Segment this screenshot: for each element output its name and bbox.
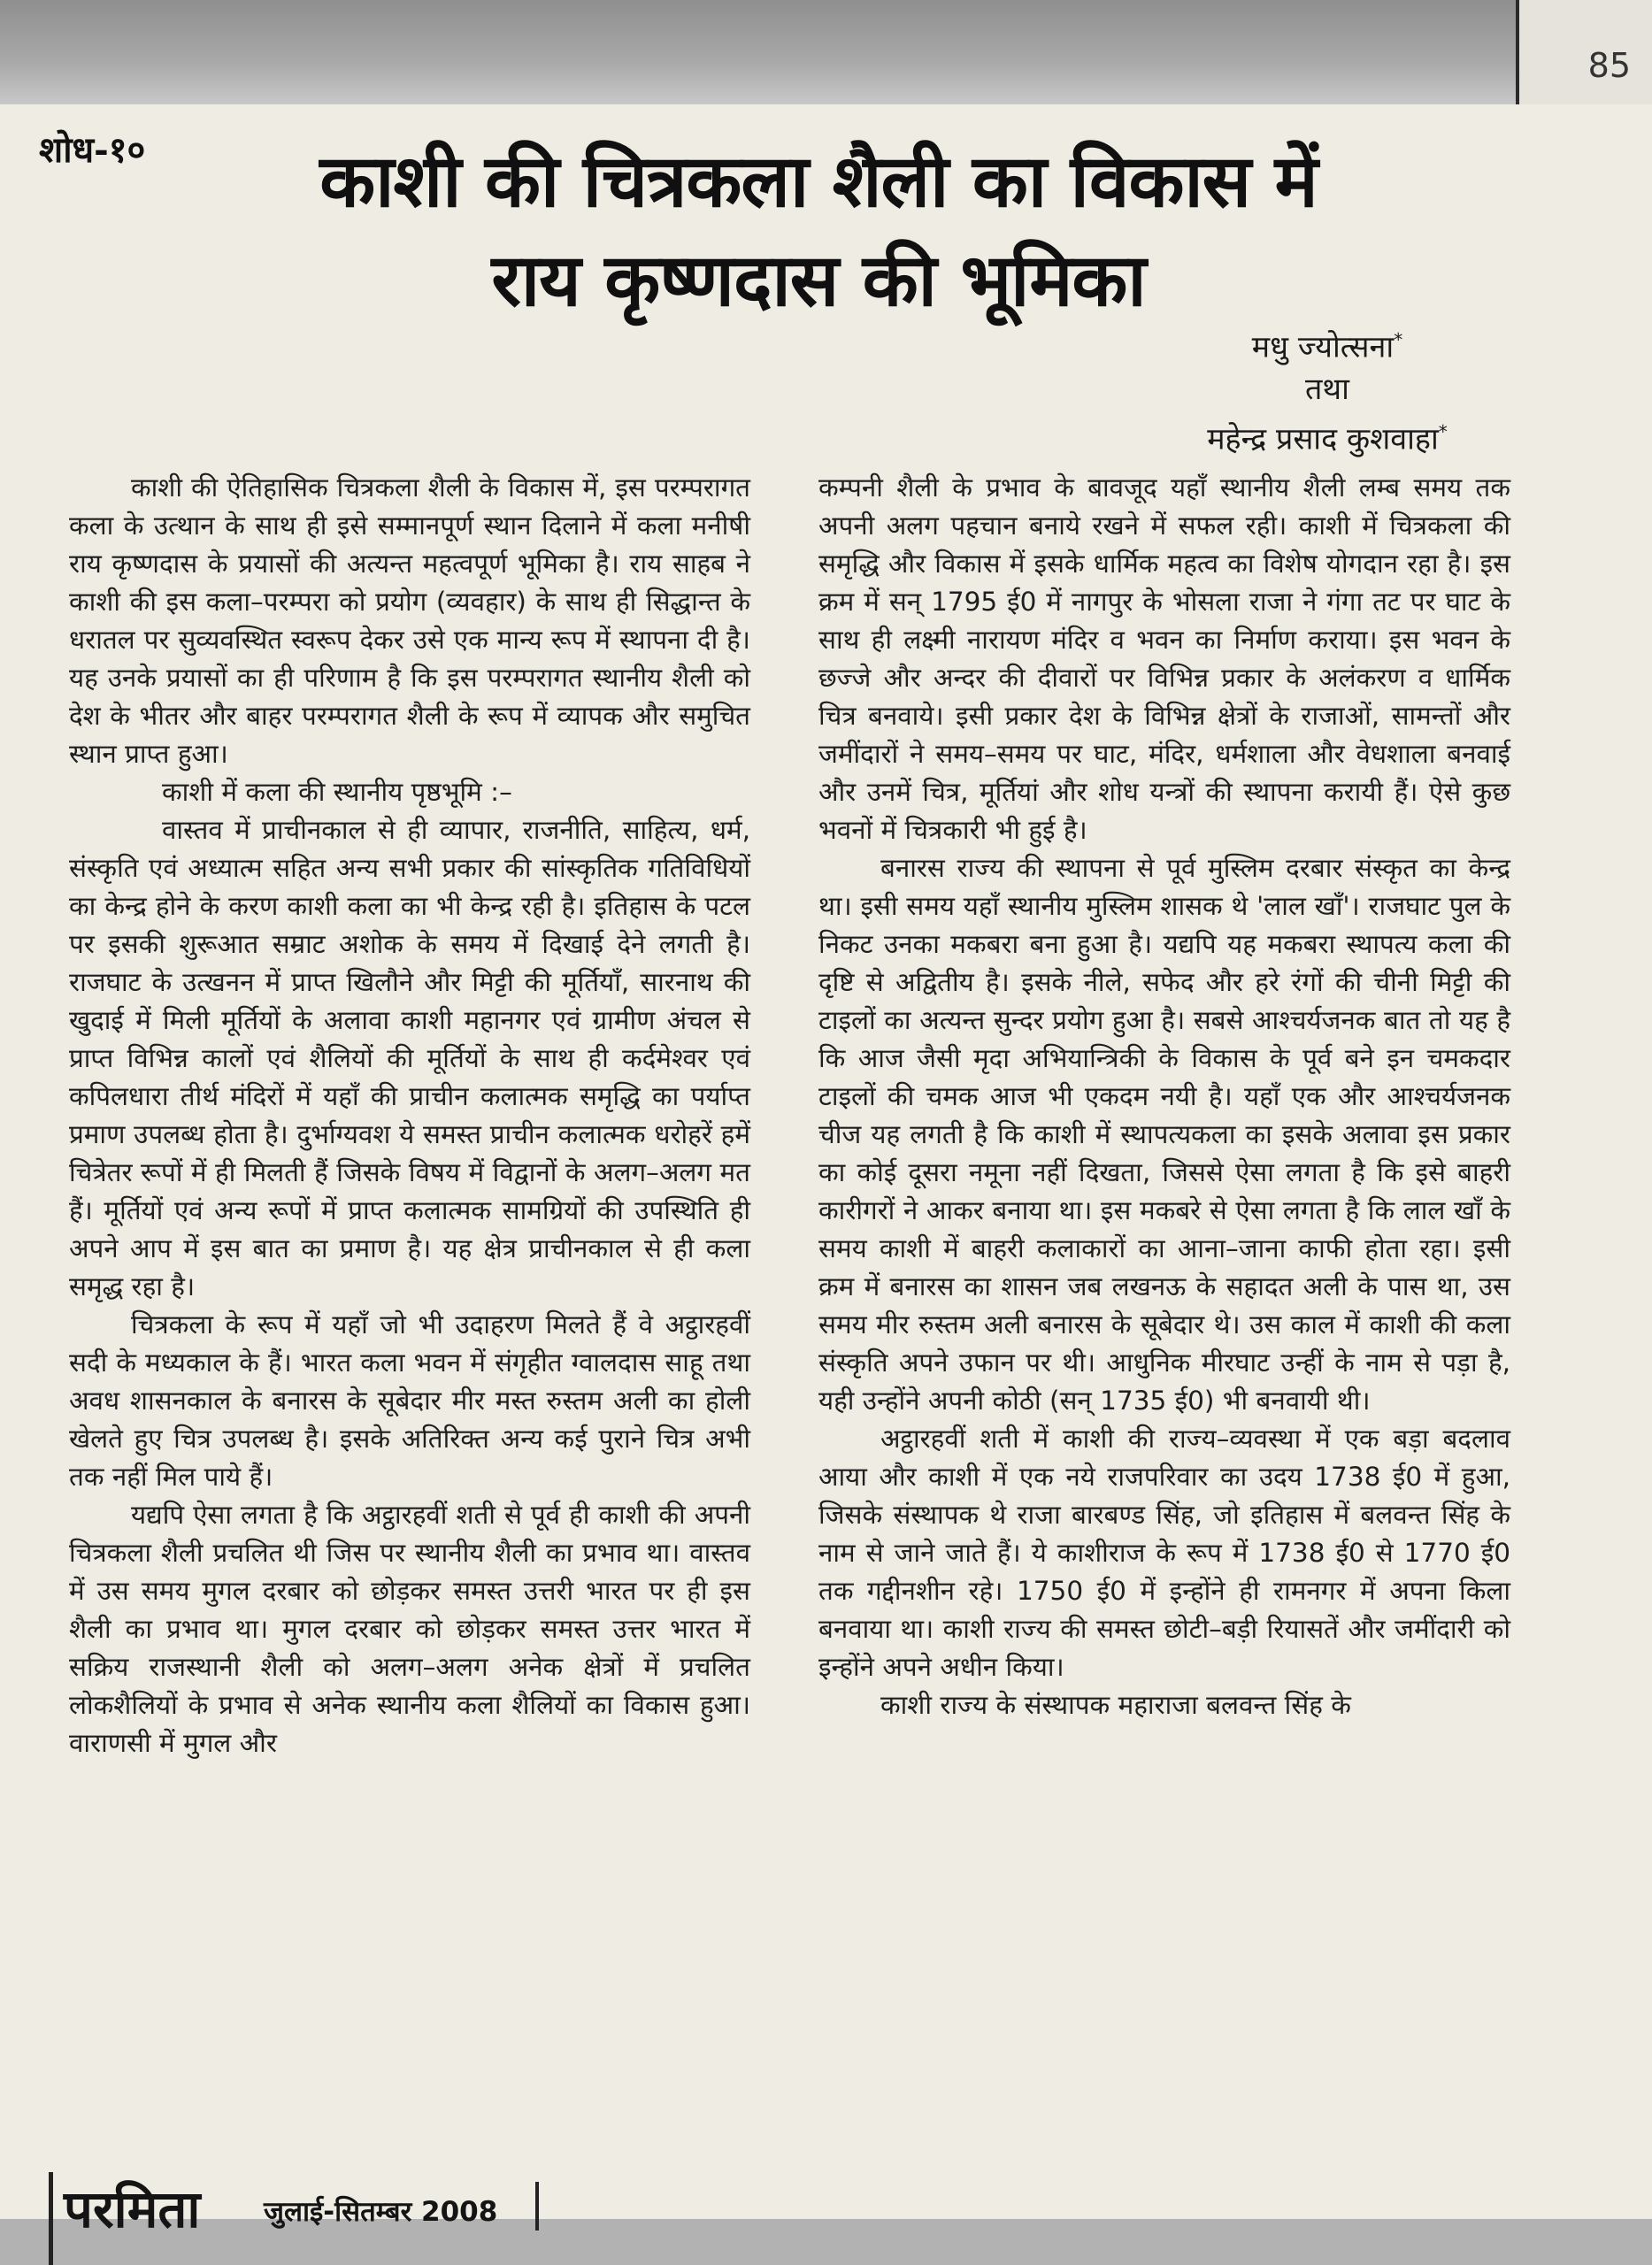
right-column [818,469,1510,1724]
author-1-name: मधु ज्योत्सना [1251,329,1395,365]
author-2-mark: * [1438,421,1448,443]
paragraph: कम्पनी शैली के प्रभाव के बावजूद यहाँ स्थानीय शैली लम्ब समय तक अपनी अलग पहचान बनाये रखने में सफल रही। काशी में चित्रकला की समृद्धि और विकास में इसके धार्मिक महत्व का विशेष योगदान रहा है। इस क्रम में सन् 1795 ई0 में नागपुर के भोसला राजा ने गंगा तट पर घाट के साथ ही लक्ष्मी नारायण मंदिर व भवन का निर्माण कराया। इस भवन के छज्जे और अन्दर की दीवारों पर विभिन्न प्रकार के अलंकरण व धार्मिक चित्र बनवाये। इसी प्रकार देश के विभिन्न क्षेत्रों के राजाओं, सामन्तों और जमींदारों ने समय–समय पर घाट, मंदिर, धर्मशाला और वेधशाला बनवाई और उनमें चित्र, मूर्तियां और शोध यन्त्रों की स्थापना करायी हैं। ऐसे कुछ भवनों में चित्रकारी भी हुई है। [818,472,1510,845]
paragraph: काशी की ऐतिहासिक चित्रकला शैली के विकास में, इस परम्परागत कला के उत्थान के साथ ही इसे सम्मानपूर्ण स्थान दिलाने में कला मनीषी राय कृष्णदास के प्रयासों की अत्यन्त महत्वपूर्ण भूमिका है। राय साहब ने काशी की इस कला–परम्परा को प्रयोग (व्यवहार) के साथ ही सिद्धान्त के धरातल पर सुव्यवस्थित स्वरूप देकर उसे एक मान्य रूप में स्थापना दी है। यह उनके प्रयासों का ही परिणाम है कि इस परम्परागत स्थानीय शैली को देश के भीतर और बाहर परम्परागत शैली के रूप में व्यापक और समुचित स्थान प्राप्त हुआ। [69,472,750,769]
paragraph: काशी राज्य के संस्थापक महाराजा बलवन्त सिंह के [880,1690,1351,1720]
author-1 [1097,319,1557,368]
journal-name: परमिता [64,2179,201,2239]
author-2 [1097,411,1557,460]
footer-rule-right [535,2182,539,2230]
paragraph: यद्यपि ऐसा लगता है कि अट्ठारहवीं शती से पूर्व ही काशी की अपनी चित्रकला शैली प्रचलित थी जिस पर स्थानीय शैली का प्रभाव था। वास्तव में उस समय मुगल दरबार को छोड़कर समस्त उत्तरी भारत पर ही इस शैली का प्रभाव था। मुगल दरबार को छोड़कर समस्त उत्तर भारत में सक्रिय राजस्थानी शैली को अलग–अलग अनेक क्षेत्रों में प्रचलित लोकशैलियों के प्रभाव से अनेक स्थानीय कला शैलियों का विकास हुआ। वाराणसी में मुगल और [69,1500,750,1758]
subheading: काशी में कला की स्थानीय पृष्ठभूमि :– [162,777,512,807]
bottom-band [0,2219,1652,2265]
footer-rule-left [49,2172,53,2265]
paragraph: चित्रकला के रूप में यहाँ जो भी उदाहरण मिलते हैं वे अट्ठारहवीं सदी के मध्यकाल के हैं। भारत कला भवन में संगृहीत ग्वालदास साहू तथा अवध शासनकाल के बनारस के सूबेदार मीर मस्त रुस्तम अली का होली खेलते हुए चित्र उपलब्ध है। इसके अतिरिक्त अन्य कई पुराने चित्र अभी तक नहीं मिल पाये हैं। [69,1309,750,1492]
article-title [265,133,1372,331]
section-label: शोध-१० [39,129,146,171]
paragraph: बनारस राज्य की स्थापना से पूर्व मुस्लिम दरबार संस्कृत का केन्द्र था। इसी समय यहाँ स्थानीय मुस्लिम शासक थे 'लाल खाँ'। राजघाट पुल के निकट उनका मकबरा बना हुआ है। यद्यपि यह मकबरा स्थापत्य कला की दृष्टि से अद्वितीय है। इसके नीले, सफेद और हरे रंगों की चीनी मिट्टी की टाइलों का अत्यन्त सुन्दर प्रयोग हुआ है। सबसे आश्चर्यजनक बात तो यह है कि आज जैसी मृदा अभियान्त्रिकी के विकास के पूर्व बने इन चमकदार टाइलों की चमक आज भी एकदम नयी है। यहाँ एक और आश्चर्यजनक चीज यह लगती है कि काशी में स्थापत्यकला का इसके अलावा इस प्रकार का कोई दूसरा नमूना नहीं दिखता, जिससे ऐसा लगता है कि इसे बाहरी कारीगरों ने आकर बनाया था। इस मकबरे से ऐसा लगता है कि लाल खाँ के समय काशी में बाहरी कलाकारों का आना–जाना काफी होता रहा। इसी क्रम में बनारस का शासन जब लखनऊ के सहादत अली के पास था, उस समय मीर रुस्तम अली बनारस के सूबेदार थे। उस काल में काशी की कला संस्कृति अपने उफान पर थी। आधुनिक मीरघाट उन्हीं के नाम से पड़ा है, यही उन्होंने अपनी कोठी (सन् 1735 ई0) भी बनवायी थी। [818,853,1510,1416]
title-line-1: काशी की चित्रकला शैली का विकास में [319,140,1318,224]
page-number: 85 [1587,46,1631,85]
author-1-mark: * [1394,329,1403,350]
column-divider [782,460,784,2106]
author-block [1097,319,1557,461]
left-column [69,469,750,1762]
top-band [0,0,1652,104]
paragraph: अट्ठारहवीं शती में काशी की राज्य–व्यवस्था में एक बड़ा बदलाव आया और काशी में एक नये राजपरिवार का उदय 1738 ई0 में हुआ, जिसके संस्थापक थे राजा बारबण्ड सिंह, जो इतिहास में बलवन्त सिंह के नाम से जाने जाते हैं। ये काशीराज के रूप में 1738 ई0 से 1770 ई0 तक गद्दीनशीन रहे। 1750 ई0 में इन्होंने ही रामनगर में अपना किला बनवाया था। काशी राज्य की समस्त छोटी–बड़ी रियासतें और जमींदारी को इन्होंने अपने अधीन किया। [818,1424,1510,1682]
paragraph: वास्तव में प्राचीनकाल से ही व्यापार, राजनीति, साहित्य, धर्म, संस्कृति एवं अध्यात्म सहित अन्य सभी प्रकार की सांस्कृतिक गतिविधियों का केन्द्र होने के करण काशी कला का भी केन्द्र रही है। इतिहास के पटल पर इसकी शुरूआत सम्राट अशोक के समय में दिखाई देने लगती है। राजघाट के उत्खनन में प्राप्त खिलौने और मिट्टी की मूर्तियाँ, सारनाथ की खुदाई में मिली मूर्तियों के अलावा काशी महानगर एवं ग्रामीण अंचल से प्राप्त विभिन्न कालों एवं शैलियों की मूर्तियों के साथ ही कर्दमेश्वर एवं कपिलधारा तीर्थ मंदिरों में यहाँ की प्राचीन कलात्मक समृद्धि का पर्याप्त प्रमाण उपलब्ध होता है। दुर्भाग्यवश ये समस्त प्राचीन कलात्मक धरोहरें हमें चित्रेतर रूपों में ही मिलती हैं जिसके विषय में विद्वानों के अलग–अलग मत हैं। मूर्तियों एवं अन्य रूपों में प्राप्त कलात्मक सामग्रियों की उपस्थिति ही अपने आप में इस बात का प्रमाण है। यह क्षेत्र प्राचीनकाल से ही कला समृद्ध रहा है। [69,815,750,1301]
title-line-2: राय कृष्णदास की भूमिका [491,239,1146,323]
author-joiner: तथा [1305,372,1349,408]
journal-issue-date: जुलाई-सितम्बर 2008 [264,2196,498,2228]
page-number-box [1516,0,1652,104]
author-2-name: महेन्द्र प्रसाद कुशवाहा [1207,421,1439,457]
